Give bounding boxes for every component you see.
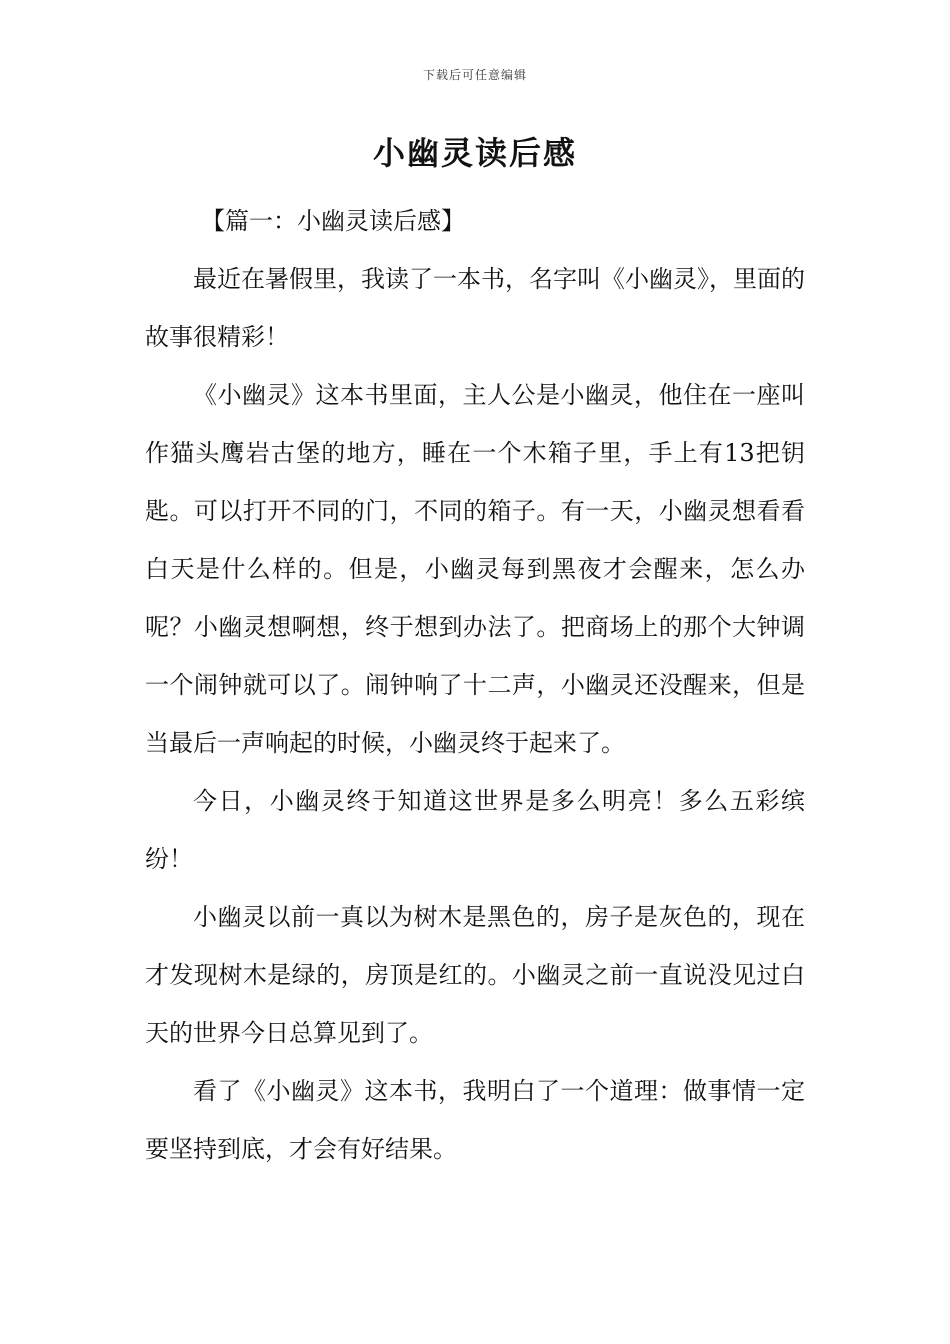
header-note: 下载后可任意编辑 <box>422 68 527 82</box>
paragraph: 看了《小幽灵》这本书，我明白了一个道理：做事情一定要坚持到底，才会有好结果。 <box>145 1077 805 1163</box>
document-title: 小幽灵读后感 <box>372 134 577 172</box>
paragraph: 《小幽灵》这本书里面，主人公是小幽灵，他住在一座叫作猫头鹰岩古堡的地方，睡在一个木箱子里，手上有13把钥匙。可以打开不同的门，不同的箱子。有一天，小幽灵想看看白天是什么样的。但是，小幽灵每到黑夜才会醒来，怎么办呢？小幽灵想啊想，终于想到办法了。把商场上的那个大钟调一个闹钟就可以了。闹钟响了十二声，小幽灵还没醒来，但是当最后一声响起的时候，小幽灵终于起来了。 <box>145 381 805 757</box>
paragraph: 最近在暑假里，我读了一本书，名字叫《小幽灵》，里面的故事很精彩！ <box>145 265 805 351</box>
document-body <box>145 192 805 1178</box>
paragraph: 小幽灵以前一真以为树木是黑色的，房子是灰色的，现在才发现树木是绿的，房顶是红的。小幽灵之前一直说没见过白天的世界今日总算见到了。 <box>145 903 805 1047</box>
paragraph: 今日，小幽灵终于知道这世界是多么明亮！多么五彩缤纷！ <box>145 787 805 873</box>
section-heading: 【篇一：小幽灵读后感】 <box>201 207 465 235</box>
